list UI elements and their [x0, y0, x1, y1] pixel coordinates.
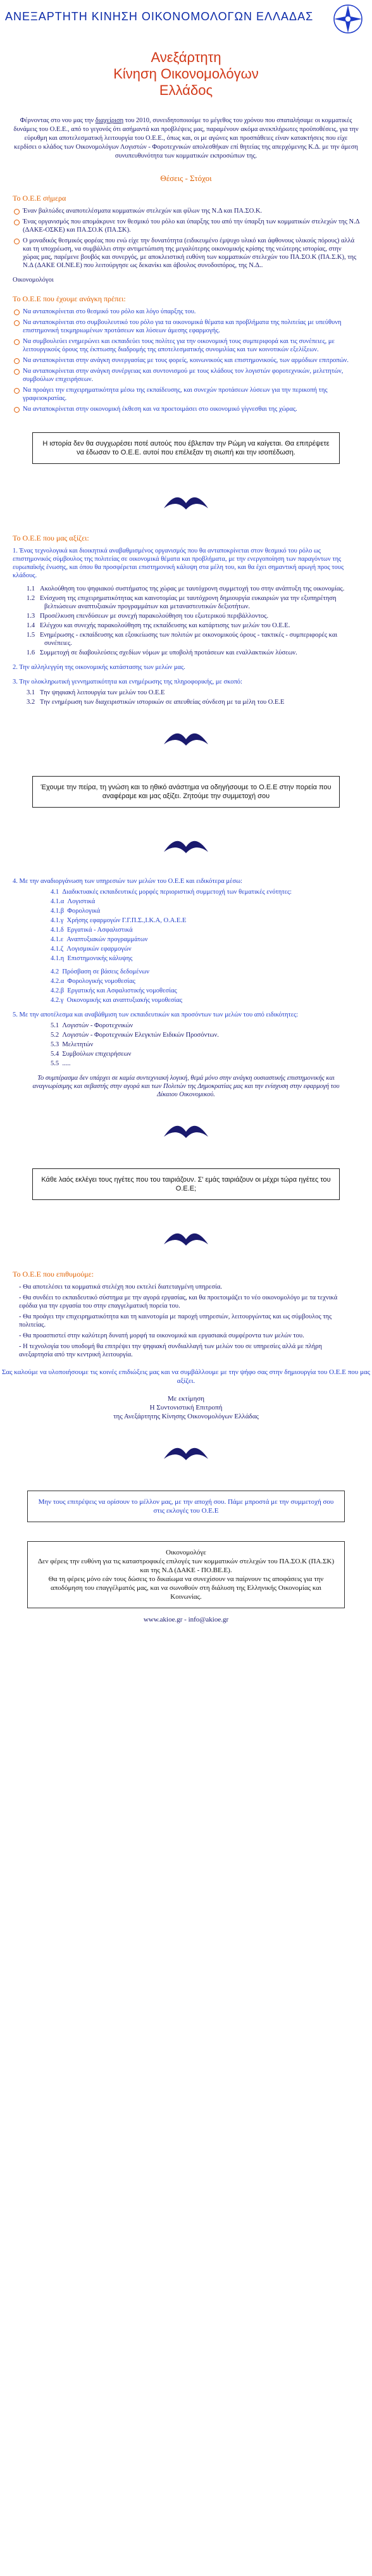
list-item: Ένας οργανισμός που απομάκρυνε τον θεσμικό του ρόλο και ύπαρξης του από την ύπαρξη των κομματικών στελεχών της Ν.Δ (ΔΑΚΕ-ΟΣΚΕ) και ΠΑ.ΣΟ.Κ (ΠΑ.ΣΚ). [13, 218, 359, 234]
reorg-item: 5.1 Λογιστών - Φοροτεχνικών [51, 1022, 133, 1029]
goals-paragraph-2: 2. Την αλληλεγγύη της οικονομικής κατάστασης των μελών μας. [13, 664, 185, 671]
footer-links[interactable]: www.akioe.gr - info@akioe.gr [143, 1616, 229, 1623]
list-item: Ο μοναδικός θεσμικός φορέας που ενώ είχε την δυνατότητα (ειδικευμένο έμψυχο υλικό και άφθονους υλικούς πόρους) αλλά και τη υποχρέωση, να συμβάλλει στην αντιμετώπιση της μεγαλύτερης οικονομικής κρίσης της νεώτερης ιστορίας, στην χώρας μας, παρέμενε βουβός και συνεργός, με αποκλειστική ευθύνη των κομματικών στελεχών του ΠΑ.ΣΟ.Κ (ΠΑ.Σ.Κ), της Ν.Δ (ΔΑΚΕ ΟΙ.ΝΕ.Ε) που λειτούργησε ως δεκανίκι και άβουλος συνοδοιπόρος, της Ν.Δ.. [13, 237, 359, 270]
list-item: Έναν βαλτώδες αναποτελέσματα κομματικών στελεχών και φίλων της Ν.Δ και ΠΑ.ΣΟ.Κ. [13, 207, 359, 215]
economists-label: Οικονομολόγοι [13, 277, 54, 284]
closing-thanks: Σας καλούμε να υλοποιήσουμε τις κοινές επιδιώξεις μας και να συμβάλλουμε με την ψήφο σας στην δημιουργία του Ο.Ε.Ε που μας αξίζει. [1, 1368, 371, 1385]
intro-text-underline: διαχείριση [95, 117, 124, 124]
seagull-icon [161, 827, 211, 865]
list-item: Να ανταποκρίνεται στην ανάγκη συνεργασίας με τους φορείς, κοινωνικούς και επιστημονικούς, των αρμόδιων επιτροπών. [13, 356, 359, 365]
intro-text-a: Φέρνοντας στο νου μας την [20, 117, 94, 124]
page-title [0, 49, 372, 99]
need-heading: Το Ο.Ε.Ε που έχουμε ανάγκη πρέπει: [13, 294, 126, 303]
theses-heading: Θέσεις - Στόχοι [160, 173, 212, 183]
vote-call-box: Μην τους επιτρέψεις να ορίσουν το μέλλον μας, με την αποχή σου. Πάμε μπροστά με την συμμετοχή σου στις εκλογές του Ο.Ε.Ε [27, 1491, 345, 1522]
seagull-icon [161, 483, 211, 521]
reorg-italic-note: Το συμπέρασμα δεν υπάρχει σε καμία συντεχνιακή λογική, θεμά μόνο στην ανάγκη ουσιαστικής επιστημονικής και αναγνωρίσιμης και σεβαστής στην αγορά και των Πολιτών της Δημοκρατίας μας και την ενίσχυση στην εφαρμογή του Δίκαιου Οικονομικού. [32, 1075, 340, 1098]
intro-paragraph [13, 116, 359, 161]
reorg-item: 5.3 Μελετητών [51, 1041, 94, 1048]
quote-box-2: Έχουμε την πείρα, τη γνώση και το ηθικό ανάστημα να οδηγήσουμε το Ο.Ε.Ε στην πορεία που αναφέραμε και μας αξίζει. Ζητούμε την συμμετοχή σου [32, 776, 340, 808]
compass-star-icon [333, 4, 363, 34]
reorg-item: 4.1.ε Αναπτυξιακών προγραμμάτων [51, 936, 148, 943]
closing-heading: Το Ο.Ε.Ε που επιθυμούμε: [13, 1270, 94, 1279]
list-item: Να προάγει την επιχειρηματικότητα μέσω της εκπαίδευσης, και συνεχών προτάσεων λύσεων για την περικοπή της γραφειοκρατίας. [13, 386, 359, 403]
list-item: Να ανταποκρίνεται στο συμβουλευτικό του ρόλο για τα οικονομικά θέματα και προβλήματα της πολιτείας με υπεύθυνη επιστημονική τεκμηριωμένων προτάσεων και λύσεων άμεσης εφαρμογής. [13, 318, 359, 335]
closing-item: - Θα προάγει την επιχειρηματικότητα και τη καινοτομία με παροχή υπηρεσιών, λειτουργώντας και ως σύμβουλος της πολιτείας. [19, 1313, 332, 1329]
theses-subheading: Το Ο.Ε.Ε σήμερα [13, 194, 66, 203]
need-list [13, 308, 359, 413]
title-line-1: Ανεξάρτητη [151, 49, 221, 65]
title-line-3: Ελλάδος [159, 82, 213, 98]
reorg-item: 4.1.δ Εργατικά - Ασφαλιστικά [51, 927, 133, 934]
reorg-item: 5.4 Συμβούλων επιχειρήσεων [51, 1051, 132, 1058]
disclaimer-box [27, 1541, 345, 1608]
goals-heading: Το Ο.Ε.Ε που μας αξίζει: [13, 534, 89, 542]
signoff-line-3: της Ανεξάρτητης Κίνησης Οικονομολόγων Ελλάδας [113, 1413, 259, 1420]
closing-item: - Θα αποτελέσει τα κομματικά στελέχη που εκτελεί διατεταγμένη υπηρεσία. [19, 1284, 222, 1291]
goal-item: 1.6 Συμμετοχή σε διαβουλεύσεις σχεδίων νόμων με υποβολή προτάσεων και εναλλακτικών λύσεων. [27, 649, 297, 656]
seagull-icon [161, 1219, 211, 1257]
seagull-icon [161, 719, 211, 757]
closing-item: - Η τεχνολογία του υποδομή θα επιτρέψει την ψηφιακή συνδιαλλαγή των μελών του σε υπηρεσίες αλλά με πλήρη ανεξαρτησία από την κεντρική λειτουργία. [19, 1343, 323, 1358]
brand-text: ΑΝΕΞΑΡΤΗΤΗ ΚΙΝΗΣΗ ΟΙΚΟΝΟΜΟΛΟΓΩΝ ΕΛΛΑΔΑΣ [5, 10, 314, 23]
reorg-item: 4.1.γ Χρήσης εφαρμογών Γ.Γ.Π.Σ.,Ι.Κ.Α, Ο.Α.Ε.Ε [51, 917, 187, 924]
header [0, 0, 372, 38]
goal-item: 1.3 Προσέλκυση επενδύσεων με συνεχή παρακολούθηση του εξωτερικού περιβάλλοντος. [27, 613, 269, 620]
reorg-item: 4.1 Διαδικτυακές εκπαιδευτικές μορφές περιοριστική συμμετοχή των θεματικές ενότητες: [51, 889, 292, 896]
goal-item: 1.4 Ελέγχου και συνεχής παρακολούθηση της εκπαίδευσης και κατάρτισης των μελών του Ο.Ε.Ε. [27, 622, 290, 629]
goal-item: 1.1 Ακολούθηση του ψηφιακού συστήματος της χώρας με ταυτόχρονη συμμετοχή του στην ανάπτυξη της οικονομίας. [27, 585, 345, 592]
closing-item: - Θα συνδέει το εκπαιδευτικό σύστημα με την αγορά εργασίας, και θα προετοιμάζει το νέο οικονομολόγο με τα τεχνικά εφόδια για την εργασία του στην επαγγελματική πορεία του. [19, 1294, 338, 1310]
signoff [0, 1394, 372, 1421]
reorg-paragraph-4: 4. Με την αναδιοργάνωση των υπηρεσιών των μελών του Ο.Ε.Ε και ειδικότερα μέσω: [13, 878, 242, 885]
theses-list [13, 207, 359, 270]
list-item: Να ανταποκρίνεται στην οικονομική έκθεση και να προετοιμάσει στο οικονομικό γίγνεσθαι της χώρας. [13, 405, 359, 413]
list-item: Να ανταποκρίνεται στην ανάγκη συνέργειας και συντονισμού με τους κλάδους τον λογιστών φοροτεχνικών, μελετητών, συμβούλων επιχειρήσεων. [13, 367, 359, 384]
seagull-icon [161, 1434, 211, 1472]
list-item: Να ανταποκρίνεται στο θεσμικό του ρόλο και λόγο ύπαρξης του. [13, 308, 359, 316]
seagull-icon [161, 1111, 211, 1149]
reorg-item: 5.2 Λογιστών - Φοροτεχνικών Ελεγκτών Ειδικών Προσόντων. [51, 1032, 219, 1039]
list-item: Να συμβουλεύει ενημερώνει και εκπαιδεύει τους πολίτες για την οικονομική τους συμπεριφορά και τις συνέπειες, με λειτουργικούς όρους της έκπτωσης διαδρομής της αποτελεσματικής συνομιλίας και των κοινοτικών εξελίξεων. [13, 337, 359, 354]
signoff-line-2: Η Συντονιστική Επιτροπή [149, 1404, 223, 1411]
goal-item: 3.2 Την ενημέρωση των διαχειριστικών ιστορικών σε απευθείας σύνδεση με τα μέλη του Ο.Ε.Ε [27, 699, 285, 706]
quote-box-1: Η ιστορία δεν θα συγχωρέσει ποτέ αυτούς που έβλεπαν την Ρώμη να καίγεται. Θα επιτρέψετε να έδωσαν το Ο.Ε.Ε. αυτοί που επέλεξαν τη σιωπή και την ισοπέδωση. [32, 432, 340, 464]
reorg-paragraph-5: 5. Με την αποτέλεσμα και αναβάθμιση των εκπαιδευτικών και προσόντων των μελών του από ειδικότητες: [13, 1011, 299, 1018]
quote-box-3: Κάθε λαός εκλέγει τους ηγέτες που του ταιριάζουν. Σ' εμάς ταιριάζουν οι μέχρι τώρα ηγέτες του Ο.Ε.Ε; [32, 1168, 340, 1200]
signoff-line-1: Με εκτίμηση [167, 1395, 205, 1403]
reorg-item: 4.1.ζ Λογισμικών εφαρμογών [51, 946, 132, 953]
reorg-item: 4.2.γ Οικονομικής και αναπτυξιακής νομοθεσίας [51, 997, 183, 1004]
reorg-item: 4.2 Πρόσβαση σε βάσεις δεδομένων [51, 968, 149, 975]
disclaimer-line-2: Θα τη φέρεις μόνο εάν τους δώσεις το δικαίωμα να συνεχίσουν να παίρνουν τις αποφάσεις για την αποδόμηση του επαγγέλματός μας, και να σωνοθούν στη διάλυση της Ελληνικής Οικονομίας και Κοινωνίας. [48, 1575, 324, 1601]
reorg-item: 4.1.η Επιστημονικής κάλυψης [51, 955, 133, 962]
goals-paragraph-3: 3. Την ολοκληρωτική γεννηματικότητα και ενημέρωσης της πληροφορικής, με σκοπό: [13, 678, 242, 685]
reorg-item: 5.5 ..... [51, 1060, 71, 1067]
title-line-2: Κίνηση Οικονομολόγων [113, 66, 259, 82]
reorg-item: 4.2.α Φορολογικής νομοθεσίας [51, 978, 135, 985]
closing-item: - Θα προασπιστεί στην καλύτερη δυνατή μορφή τα οικονομικά και εργασιακά συμφέροντα των μελών του. [19, 1332, 304, 1339]
disclaimer-line-1: Δεν φέρεις την ευθύνη για τις καταστροφικές επιλογές των κομματικών στελεχών του ΠΑ.ΣΟ.Κ (ΠΑ.ΣΚ) και της Ν.Δ (ΔΑΚΕ - ΠΟ.ΒΕ.Ε). [37, 1558, 335, 1574]
goal-item: 1.5 Ενημέρωσης - εκπαίδευσης και εξοικείωσης των πολιτών με οικονομικούς όρους - τακτικές - συμπεριφορές και συνέπειες. [27, 632, 338, 647]
goal-item: 1.2 Ενίσχυση της επιχειρηματικότητας και καινοτομίας με ταυτόχρονη δημιουργία ευκαιριών για την εξυπηρέτηση βελτιώσεων αναπτυξιακών προγραμμάτων και μεταναστευτικών δεξιοτήτων. [27, 595, 337, 610]
intro-text-c: του 2010, συνειδητοποιούμε το μέγεθος του χρόνου που σπαταλήσαμε οι κομματικές δυνάμεις του Ο.Ε.Ε., από το γεγονός ότι ασήμαντά και προβλέψεις μας, παραμένουν ακόμα ανεκπλήρωτες προϋποθέσεις, για την εύρυθμη και αποτελεσματική λειτουργία του Ο.Ε.Ε., όπως και, οι με αγώνες και προσπάθειες είναν κατακτήσεις που είχε κερδίσει ο κλάδος των Οικονομολόγων Λογιστών - Φοροτεχνικών απολεσθήκαν επί θητείας της απερχόμενης Κ.Δ. με την άμεση συνυπευθυνότητα των κομματικών εκπροσώπων της. [13, 117, 359, 159]
reorg-item: 4.1.α Λογιστικά [51, 898, 96, 905]
reorg-item: 4.1.β Φορολογικά [51, 908, 101, 915]
disclaimer-title: Οικονομολόγε [166, 1549, 206, 1556]
goal-item: 3.1 Την ψηφιακή λειτουργία των μελών του Ο.Ε.Ε [27, 689, 165, 696]
goals-paragraph-1: 1. Ένας τεχνολογικά και διοικητικά αναβαθμισμένος οργανισμός που θα ανταποκρίνεται στον θεσμικό του ρόλο ως επιστημονικός σύμβουλος της πολιτείας σε οικονομικά θέματα και προβλήματα, με την ενεργοποίηση των παραγόντων της ευρωπαϊκής ένωσης, και όπου θα προσφέρεται επιστημονική κάλυψη στα μέλη του, και θα έχει σημαντική αρωγή προς τους κλάδους. [13, 547, 344, 579]
reorg-item: 4.2.β Εργατικής και Ασφαλιστικής νομοθεσίας [51, 987, 177, 994]
